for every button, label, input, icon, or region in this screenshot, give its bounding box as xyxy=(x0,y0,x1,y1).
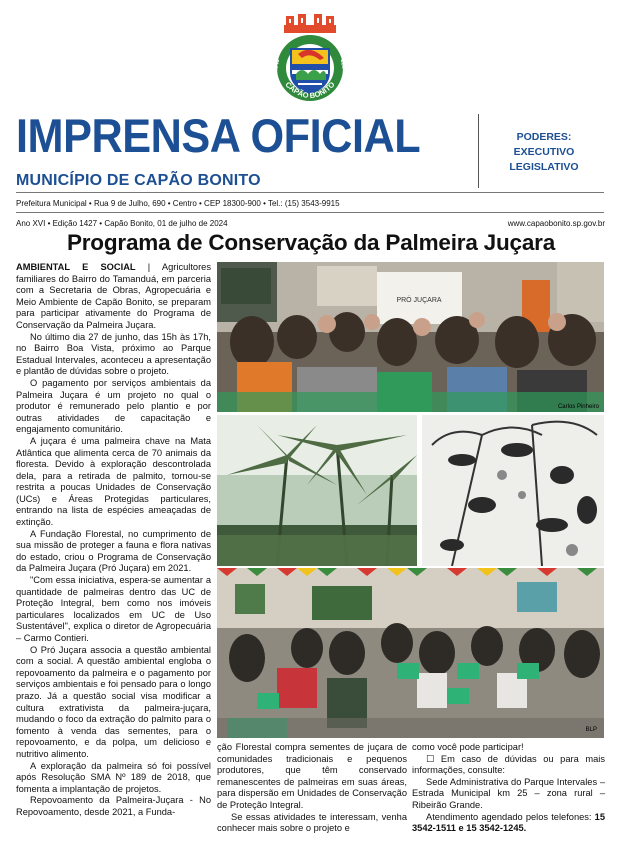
paragraph: ☐ Em caso de dúvidas ou para mais informações, consulte: xyxy=(412,753,605,776)
paragraph: O Pró Juçara associa a questão ambiental com a social. A questão ambiental engloba o repovoamento da palmeira e o pagamento por serviços ambientais e foi pensado para o longo prazo. Já a questão social visa modificar a cultura extrativista da palmeira-juçara, mudando o foco da extração do palmito para o fomento à venda das sementes, para o repovoamento, e da polpa, um delicioso e nutritivo alimento. xyxy=(16,644,211,759)
powers-executive: EXECUTIVO xyxy=(513,146,575,158)
paragraph: O pagamento por serviços ambientais da Palmeira Juçara é um projeto no qual o produtor é remunerado pelo plantio e por outras atividades de capacitação e engajamento comunitário. xyxy=(16,377,211,435)
palm-trees-photo xyxy=(217,415,417,566)
photo-credit: Carlos Pinheiro xyxy=(557,404,599,410)
crest-motto: CAPÃO BONITO xyxy=(283,79,337,101)
article-headline: Programa de Conservação da Palmeira Juçara xyxy=(66,230,556,255)
section-kicker: AMBIENTAL E SOCIAL xyxy=(16,262,136,272)
info-icon: ☐ xyxy=(426,753,435,764)
paragraph: Se essas atividades te interessam, venha conhecer mais sobre o projeto e xyxy=(217,811,407,834)
crest-year-left: 1843 xyxy=(272,58,282,73)
fauna-engraving-illustration xyxy=(422,415,604,566)
paragraph: A juçara é uma palmeira chave na Mata Atlântica que alimenta cerca de 70 animais da floresta. Devido à exploração descontrolada dela, para a retirada de palmito, tornou-se restrita a poucas Unidades de Conservação (UCs) e Áreas Protegidas particulares, entrando na lista de espécies ameaçadas de extinção. xyxy=(16,435,211,528)
phone-numbers: 15 3542-1511 e 15 3542-1245. xyxy=(412,811,605,834)
powers-box xyxy=(480,130,608,175)
paragraph: A Fundação Florestal, no cumprimento de sua missão de proteger a fauna e flora nativas do estado, criou o Programa de Conservação da Palmeira Juçara (Pró Juçara) em 2021. xyxy=(16,528,211,574)
crest-crown xyxy=(284,14,336,33)
article-column-3 xyxy=(412,742,605,835)
edition-line: Ano XVI • Edição 1427 • Capão Bonito, 01 de julho de 2024 xyxy=(16,219,228,228)
paragraph: A exploração da palmeira só foi possível após Resolução SMA Nº 189 de 2018, que fomenta a implantação de projetos. xyxy=(16,760,211,794)
header-rule-top xyxy=(16,192,604,193)
paragraph: como você pode participar! xyxy=(412,742,524,752)
address-line: Prefeitura Municipal • Rua 9 de Julho, 690 • Centro • CEP 18300-900 • Tel.: (15) 3543-9915 xyxy=(16,199,340,208)
powers-title: PODERES: xyxy=(516,131,572,143)
city-crest-logo xyxy=(268,14,352,110)
masthead-title: IMPRENSA OFICIAL xyxy=(16,109,421,162)
meeting-photo xyxy=(217,262,604,412)
article-column-1 xyxy=(16,262,211,819)
paragraph: AMBIENTAL E SOCIAL | Agricultores familiares do Bairro do Tamanduá, em parceria com a Secretaria de Obras, Agropecuária e Meio Ambiente de Capão Bonito, se preparam para participar ativamente do Programa de Conservação da Palmeira Juçara. xyxy=(16,262,211,330)
article-column-2 xyxy=(217,742,407,835)
photo-credit: BLP xyxy=(585,727,597,733)
website-link[interactable]: www.capaobonito.sp.gov.br xyxy=(507,219,605,228)
paragraph: "Com essa iniciativa, espera-se aumentar a quantidade de palmeiras dentro das UC de Proteção Integral, bem como nos imóveis particulares localizados em UC de Uso Sustentável", explica o diretor de Agropecuária – Carmo Contieri. xyxy=(16,575,211,643)
paragraph: ção Florestal compra sementes de juçara de comunidades tradicionais e pequenos produtores, que têm conservado remanescentes de palmeiras em suas áreas, para dispersão em Unidades de Conservação de Proteção Integral. xyxy=(217,742,407,810)
paragraph: Repovoamento da Palmeira-Juçara - No Repovoamento, desde 2021, a Funda- xyxy=(16,795,211,817)
paragraph: Sede Administrativa do Parque Intervales – Estrada Municipal km 25 – zona rural – Ribeirão Grande. xyxy=(412,776,605,810)
projection-banner: PRÓ JUÇARA xyxy=(396,297,442,304)
header-divider xyxy=(478,114,479,188)
paragraph: No último dia 27 de junho, das 15h às 17h, no Bairro Boa Vista, próximo ao Parque Estadual Intervales, aconteceu a apresentação e plantão de dúvidas sobre o projeto. xyxy=(16,331,211,377)
powers-legislative: LEGISLATIVO xyxy=(509,161,579,173)
crest-year-right: 1857 xyxy=(338,58,348,73)
paragraph: Atendimento agendado pelos telefones: 15 3542-1511 e 15 3542-1245. xyxy=(412,811,605,834)
community-meeting-photo xyxy=(217,568,604,738)
header-rule-bottom xyxy=(16,212,604,213)
municipality-name: MUNICÍPIO DE CAPÃO BONITO xyxy=(16,172,261,189)
